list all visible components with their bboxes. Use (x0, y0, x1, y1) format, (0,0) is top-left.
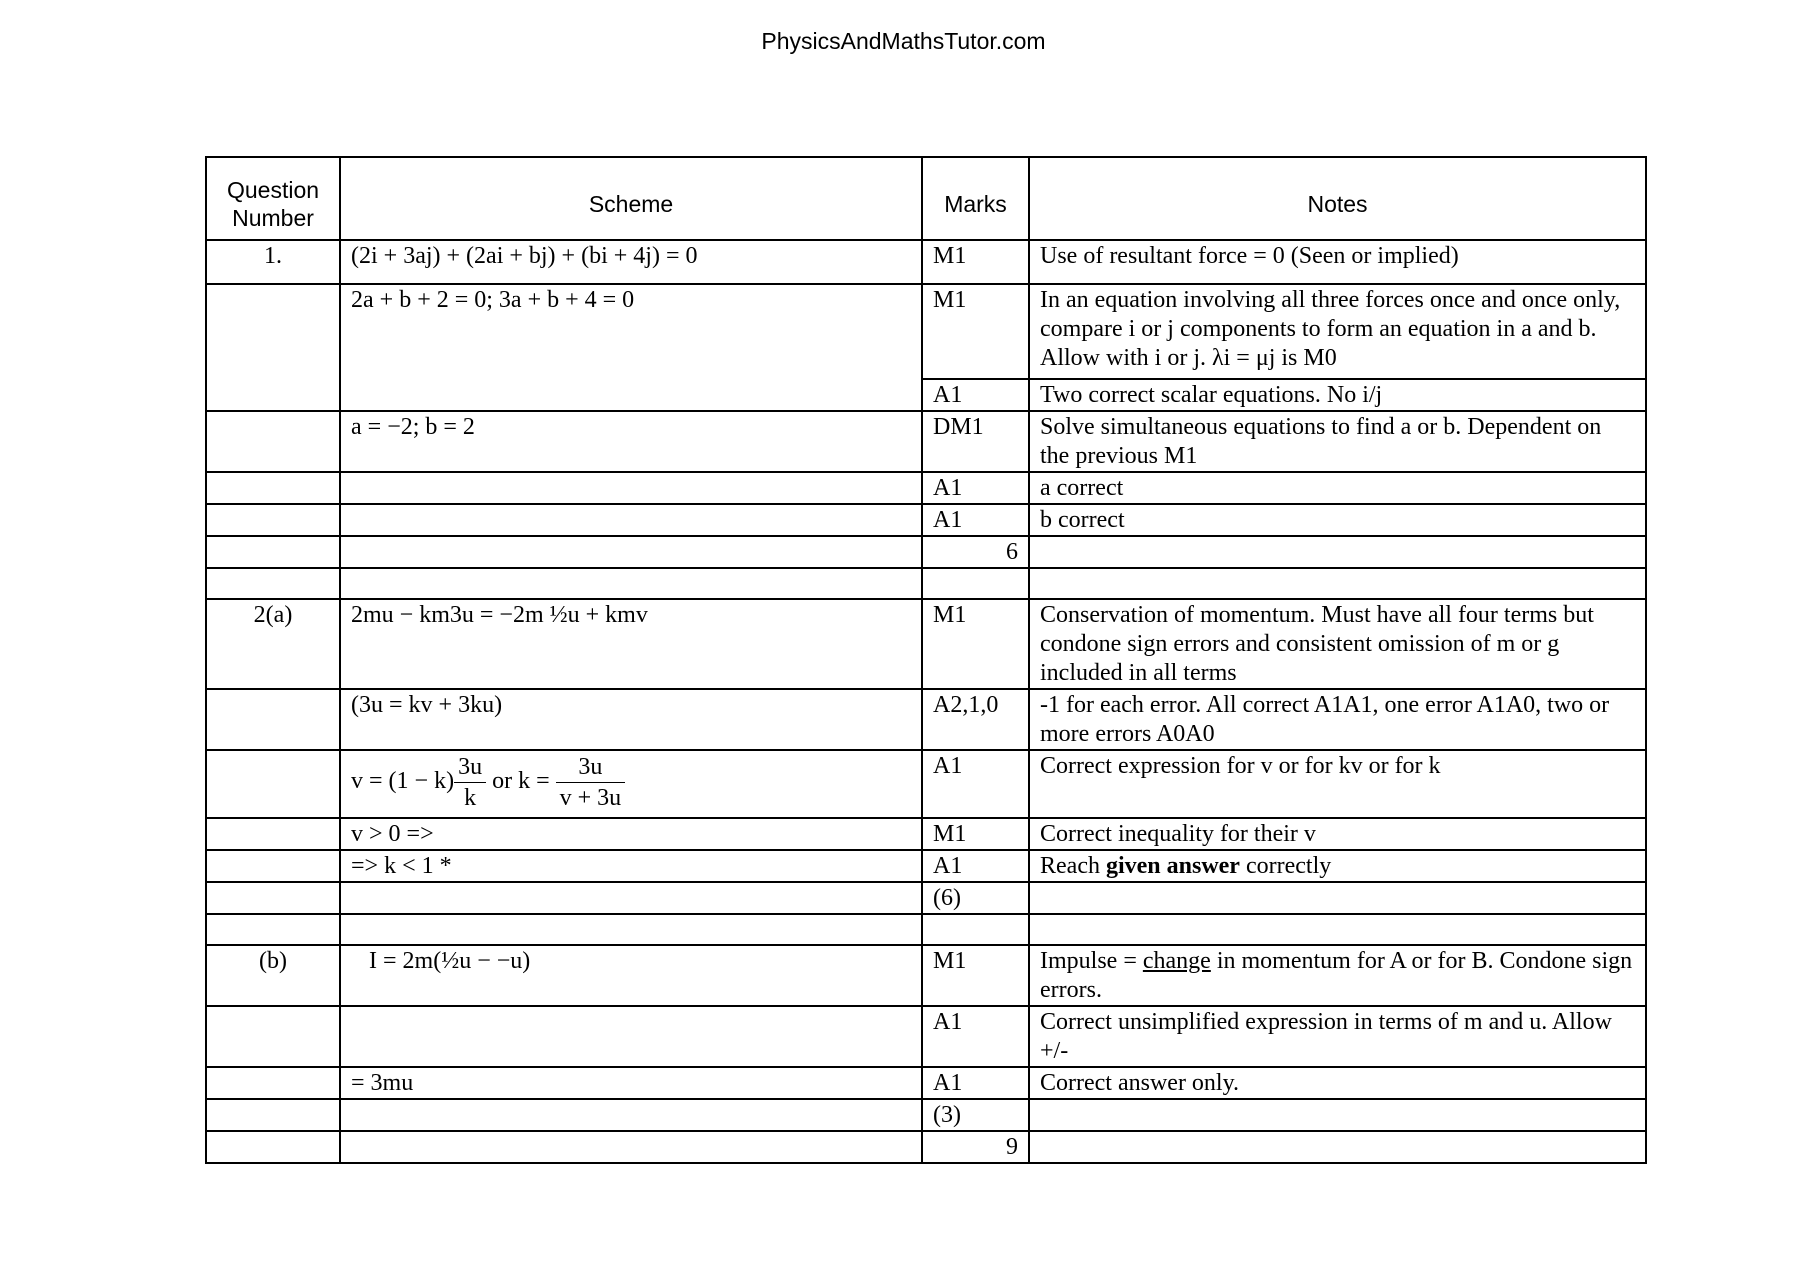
empty-cell (922, 568, 1029, 599)
mark-cell: A1 (922, 379, 1029, 411)
table-row (206, 1006, 1646, 1067)
mark-cell: DM1 (922, 411, 1029, 472)
note-cell: Correct answer only. (1029, 1067, 1646, 1099)
total-marks: 9 (922, 1131, 1029, 1163)
question-number-empty (206, 850, 340, 882)
or-text: or (492, 768, 513, 795)
empty-cell (340, 1006, 922, 1067)
note-cell: In an equation involving all three forces once and once only, compare i or j components to form an equation in a and b. Allow with i or j. λi = μj is M0 (1029, 284, 1646, 379)
scheme-cell: I = 2m(½u − −u) (340, 945, 922, 1006)
mark-cell: A1 (922, 850, 1029, 882)
table-row (206, 472, 1646, 504)
fraction-denominator: v + 3u (556, 782, 626, 813)
total-marks: 6 (922, 536, 1029, 568)
subtotal-row (206, 882, 1646, 914)
table-row (206, 750, 1646, 818)
note-cell: -1 for each error. All correct A1A1, one error A1A0, two or more errors A0A0 (1029, 689, 1646, 750)
mark-cell: A1 (922, 504, 1029, 536)
note-cell: Use of resultant force = 0 (Seen or implied) (1029, 240, 1646, 284)
empty-cell (206, 1099, 340, 1131)
empty-cell (340, 1131, 922, 1163)
subtotal-marks: (3) (922, 1099, 1029, 1131)
note-text: in momentum for A or for B. Condone sign errors. (1040, 948, 1633, 1003)
empty-cell (1029, 1131, 1646, 1163)
spacer-row (206, 914, 1646, 945)
empty-cell (340, 536, 922, 568)
empty-cell (1029, 536, 1646, 568)
empty-cell (206, 914, 340, 945)
table-row (206, 850, 1646, 882)
note-bold-text: given answer (1105, 853, 1240, 879)
mark-cell: A1 (922, 1067, 1029, 1099)
note-cell (1029, 850, 1646, 882)
scheme-cell (340, 750, 922, 818)
note-underlined-text: change (1142, 948, 1211, 974)
scheme-k-expression: k = (518, 768, 550, 795)
note-cell: Correct inequality for their v (1029, 818, 1646, 850)
empty-cell (340, 472, 922, 504)
total-row (206, 1131, 1646, 1163)
scheme-cell: 2mu − km3u = −2m ½u + kmv (340, 599, 922, 689)
scheme-cell: 2a + b + 2 = 0; 3a + b + 4 = 0 (340, 284, 922, 411)
empty-cell (1029, 1099, 1646, 1131)
fraction-denominator: k (454, 782, 486, 813)
fraction-numerator: 3u (458, 754, 483, 780)
fraction (454, 752, 486, 813)
table-row (206, 240, 1646, 284)
empty-cell (1029, 914, 1646, 945)
mark-cell: M1 (922, 284, 1029, 379)
empty-cell (206, 568, 340, 599)
empty-cell (922, 914, 1029, 945)
empty-cell (340, 504, 922, 536)
question-number: 1. (206, 240, 340, 284)
subtotal-marks: (6) (922, 882, 1029, 914)
table-row (206, 504, 1646, 536)
note-cell: Two correct scalar equations. No i/j (1029, 379, 1646, 411)
empty-cell (206, 1131, 340, 1163)
scheme-cell: => k < 1 * (340, 850, 922, 882)
note-cell: a correct (1029, 472, 1646, 504)
scheme-cell: a = −2; b = 2 (340, 411, 922, 472)
header-marks: Marks (922, 157, 1029, 240)
table-row (206, 599, 1646, 689)
empty-cell (206, 472, 340, 504)
mark-cell: M1 (922, 240, 1029, 284)
mark-cell: A2,1,0 (922, 689, 1029, 750)
scheme-cell: v > 0 => (340, 818, 922, 850)
scheme-cell: (3u = kv + 3ku) (340, 689, 922, 750)
mark-scheme-table (205, 156, 1647, 1164)
scheme-cell: (2i + 3aj) + (2ai + bj) + (bi + 4j) = 0 (340, 240, 922, 284)
empty-cell (206, 1067, 340, 1099)
empty-cell (206, 536, 340, 568)
header-question-number: Question Number (206, 157, 340, 240)
note-cell: b correct (1029, 504, 1646, 536)
mark-cell: A1 (922, 472, 1029, 504)
table-row (206, 284, 1646, 379)
empty-cell (340, 1099, 922, 1131)
scheme-v-expression: v = (1 − k) (351, 768, 455, 795)
header-row (206, 157, 1646, 240)
note-cell: Conservation of momentum. Must have all four terms but condone sign errors and consistent omission of m or g included in all terms (1029, 599, 1646, 689)
note-cell: Correct expression for v or for kv or for k (1029, 750, 1646, 818)
subtotal-row (206, 1099, 1646, 1131)
header-notes: Notes (1029, 157, 1646, 240)
question-number-empty (206, 750, 340, 818)
table-row (206, 689, 1646, 750)
table-row (206, 945, 1646, 1006)
note-text: Impulse = (1040, 948, 1143, 974)
scheme-cell: = 3mu (340, 1067, 922, 1099)
site-header: PhysicsAndMathsTutor.com (761, 28, 1046, 54)
note-cell: Correct unsimplified expression in terms of m and u. Allow +/- (1029, 1006, 1646, 1067)
question-number-empty (206, 689, 340, 750)
table-row (206, 818, 1646, 850)
empty-cell (340, 882, 922, 914)
question-number: 2(a) (206, 599, 340, 689)
note-cell: Solve simultaneous equations to find a or b. Dependent on the previous M1 (1029, 411, 1646, 472)
mark-cell: M1 (922, 945, 1029, 1006)
empty-cell (206, 882, 340, 914)
note-text: correctly (1239, 853, 1332, 879)
mark-cell: A1 (922, 1006, 1029, 1067)
empty-cell (1029, 882, 1646, 914)
mark-cell: M1 (922, 818, 1029, 850)
note-text: Reach (1040, 853, 1106, 879)
spacer-row (206, 568, 1646, 599)
fraction (556, 752, 626, 813)
total-row (206, 536, 1646, 568)
empty-cell (206, 1006, 340, 1067)
mark-cell: A1 (922, 750, 1029, 818)
mark-cell: M1 (922, 599, 1029, 689)
question-number: (b) (206, 945, 340, 1006)
question-number-empty (206, 284, 340, 411)
table-row (206, 1067, 1646, 1099)
empty-cell (1029, 568, 1646, 599)
question-number-empty (206, 411, 340, 472)
fraction-numerator: 3u (578, 754, 603, 780)
empty-cell (340, 568, 922, 599)
empty-cell (206, 504, 340, 536)
table-row (206, 411, 1646, 472)
empty-cell (340, 914, 922, 945)
header-scheme: Scheme (340, 157, 922, 240)
note-cell (1029, 945, 1646, 1006)
question-number-empty (206, 818, 340, 850)
